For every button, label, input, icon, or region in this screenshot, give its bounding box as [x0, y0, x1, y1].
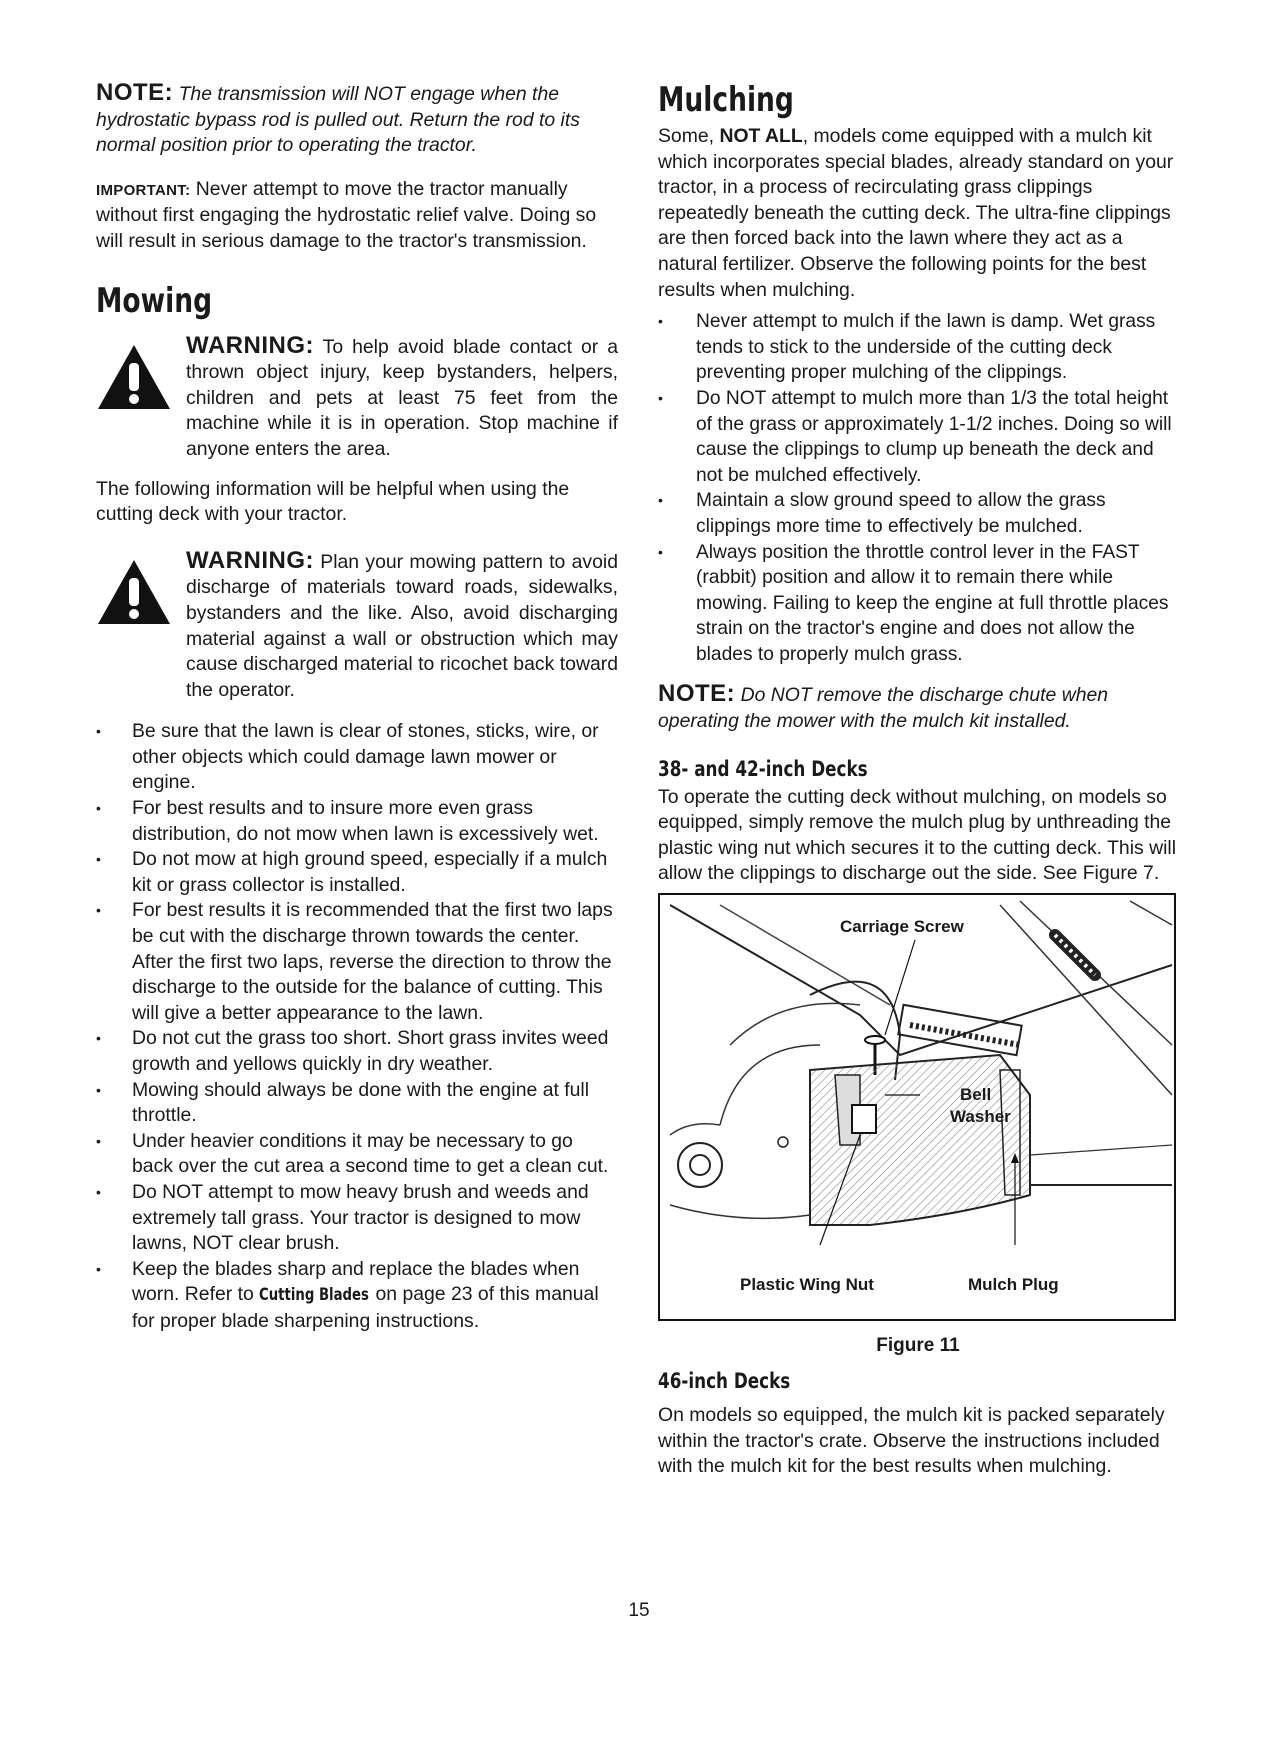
right-column — [658, 80, 1178, 1480]
decks-38-42-heading: 38- and 42-inch Decks — [658, 756, 868, 781]
mulch-plug-diagram — [660, 895, 1174, 1319]
not-all-emphasis: NOT ALL — [719, 125, 803, 147]
list-item: • Never attempt to mulch if the lawn is damp. Wet grass tends to stick to the underside of the cutting deck preventing proper mulching of the clippings. — [658, 309, 1178, 386]
intro-text: Some, — [658, 125, 715, 147]
mulching-bullet-list — [658, 309, 1178, 667]
note-text: Do NOT remove the discharge chute when operating the mower with the mulch kit installed. — [658, 684, 1109, 733]
important-lead: IMPORTANT: — [96, 181, 191, 199]
decks-46-heading: 46-inch Decks — [658, 1369, 791, 1394]
warning-triangle-icon — [96, 558, 186, 631]
list-item: • Do not mow at high ground speed, especially if a mulch kit or grass collector is installed. — [96, 847, 618, 898]
list-item: • Do NOT attempt to mulch more than 1/3 the total height of the grass or approximately 1-1/2 inches. Doing so will cause the clippings to clump up beneath the deck and not be mulched effectively. — [658, 386, 1178, 488]
decks-46-text: On models so equipped, the mulch kit is packed separately within the tractor's crate. Observe the instructions included with the mulch kit for the best results when mulching. — [658, 1404, 1165, 1478]
important-paragraph — [96, 177, 618, 255]
list-item: • Mowing should always be done with the engine at full throttle. — [96, 1078, 618, 1129]
intro-text: , models come equipped with a mulch kit which incorporates special blades, already standard on your tractor, in a process of recirculating grass clippings repeatedly beneath the cutting deck. The ultra-fine clippings are then forced back into the lawn where they act as a natural fertilizer. Observe the following points for the best results when mulching. — [658, 125, 1174, 301]
list-item: • Do not cut the grass too short. Short grass invites weed growth and yellows quickly in dry weather. — [96, 1026, 618, 1077]
bell-label: Bell — [960, 1085, 992, 1105]
warning-2-body: Plan your mowing pattern to avoid discharge of materials toward roads, sidewalks, bystanders and the like. Also, avoid discharging material against a wall or obstruction which may cause discharged material to ricochet back toward the operator. — [186, 550, 618, 701]
list-item: • Under heavier conditions it may be necessary to go back over the cut area a second time to get a clean cut. — [96, 1129, 618, 1180]
mowing-intro: The following information will be helpful when using the cutting deck with your tractor. — [96, 477, 570, 526]
bullet-text: on page 23 of this manual for proper blade sharpening instructions. — [132, 1283, 599, 1332]
plastic-wing-nut-label: Plastic Wing Nut — [740, 1275, 874, 1295]
list-item: • For best results it is recommended that the first two laps be cut with the discharge thrown towards the center. After the first two laps, reverse the direction to throw the discharge to the outside for the balance of cutting. This will give a better appearance to the lawn. — [96, 898, 618, 1026]
warning-2-text — [186, 548, 618, 704]
warning-1-body: To help avoid blade contact or a thrown object injury, keep bystanders, helpers, children and pets at least 75 feet from the machine while it is in operation. Stop machine if anyone enters the area. — [186, 335, 618, 460]
list-item: • For best results and to insure more even grass distribution, do not mow when lawn is excessively wet. — [96, 796, 618, 847]
list-item — [96, 1257, 618, 1335]
mulch-plug-label: Mulch Plug — [968, 1275, 1059, 1295]
figure-caption: Figure 11 — [876, 1335, 960, 1357]
carriage-screw-label: Carriage Screw — [840, 917, 964, 937]
warning-2-lead: WARNING: — [186, 546, 314, 574]
discharge-chute-note — [658, 681, 1178, 734]
list-item: • Be sure that the lawn is clear of stones, sticks, wire, or other objects which could damage lawn mower or engine. — [96, 719, 618, 796]
mulching-heading: Mulching — [658, 80, 794, 120]
note-text: The transmission will NOT engage when the hydrostatic bypass rod is pulled out. Return the rod to its normal position prior to operating the tractor. — [96, 83, 580, 157]
warning-1-text — [186, 333, 618, 463]
decks-38-42-text: To operate the cutting deck without mulching, on models so equipped, simply remove the mulch plug by unthreading the plastic wing nut which secures it to the cutting deck. This will allow the clippings to discharge out the side. See Figure 7. — [658, 785, 1177, 885]
mulching-intro — [658, 124, 1178, 303]
mowing-bullet-list — [96, 719, 618, 1334]
warning-1-lead: WARNING: — [186, 331, 314, 359]
washer-label: Washer — [950, 1107, 1011, 1127]
list-item: • Always position the throttle control lever in the FAST (rabbit) position and allow it to remain there while mowing. Failing to keep the engine at full throttle places strain on the tractor's engine and does not allow the blades to properly mulch grass. — [658, 540, 1178, 668]
bullet-text: Keep the blades sharp and replace the blades when worn. Refer to — [132, 1257, 580, 1306]
left-column — [96, 80, 618, 1335]
note-lead: NOTE: — [96, 79, 174, 106]
mowing-heading: Mowing — [96, 280, 213, 321]
page-number: 15 — [628, 1600, 650, 1621]
list-item: • Do NOT attempt to mow heavy brush and weeds and extremely tall grass. Your tractor is designed to mow lawns, NOT clear brush. — [96, 1180, 618, 1257]
important-text: Never attempt to move the tractor manually without first engaging the hydrostatic relief valve. Doing so will result in serious damage to the tractor's transmission. — [96, 177, 597, 252]
figure-11-illustration — [658, 893, 1176, 1321]
warning-block-1 — [96, 333, 618, 463]
transmission-note — [96, 80, 618, 159]
cutting-blades-reference: Cutting Blades — [259, 1285, 370, 1306]
list-item: • Maintain a slow ground speed to allow the grass clippings more time to effectively be mulched. — [658, 488, 1178, 539]
warning-triangle-icon — [96, 343, 186, 416]
note-lead: NOTE: — [658, 680, 736, 708]
warning-block-2 — [96, 548, 618, 704]
